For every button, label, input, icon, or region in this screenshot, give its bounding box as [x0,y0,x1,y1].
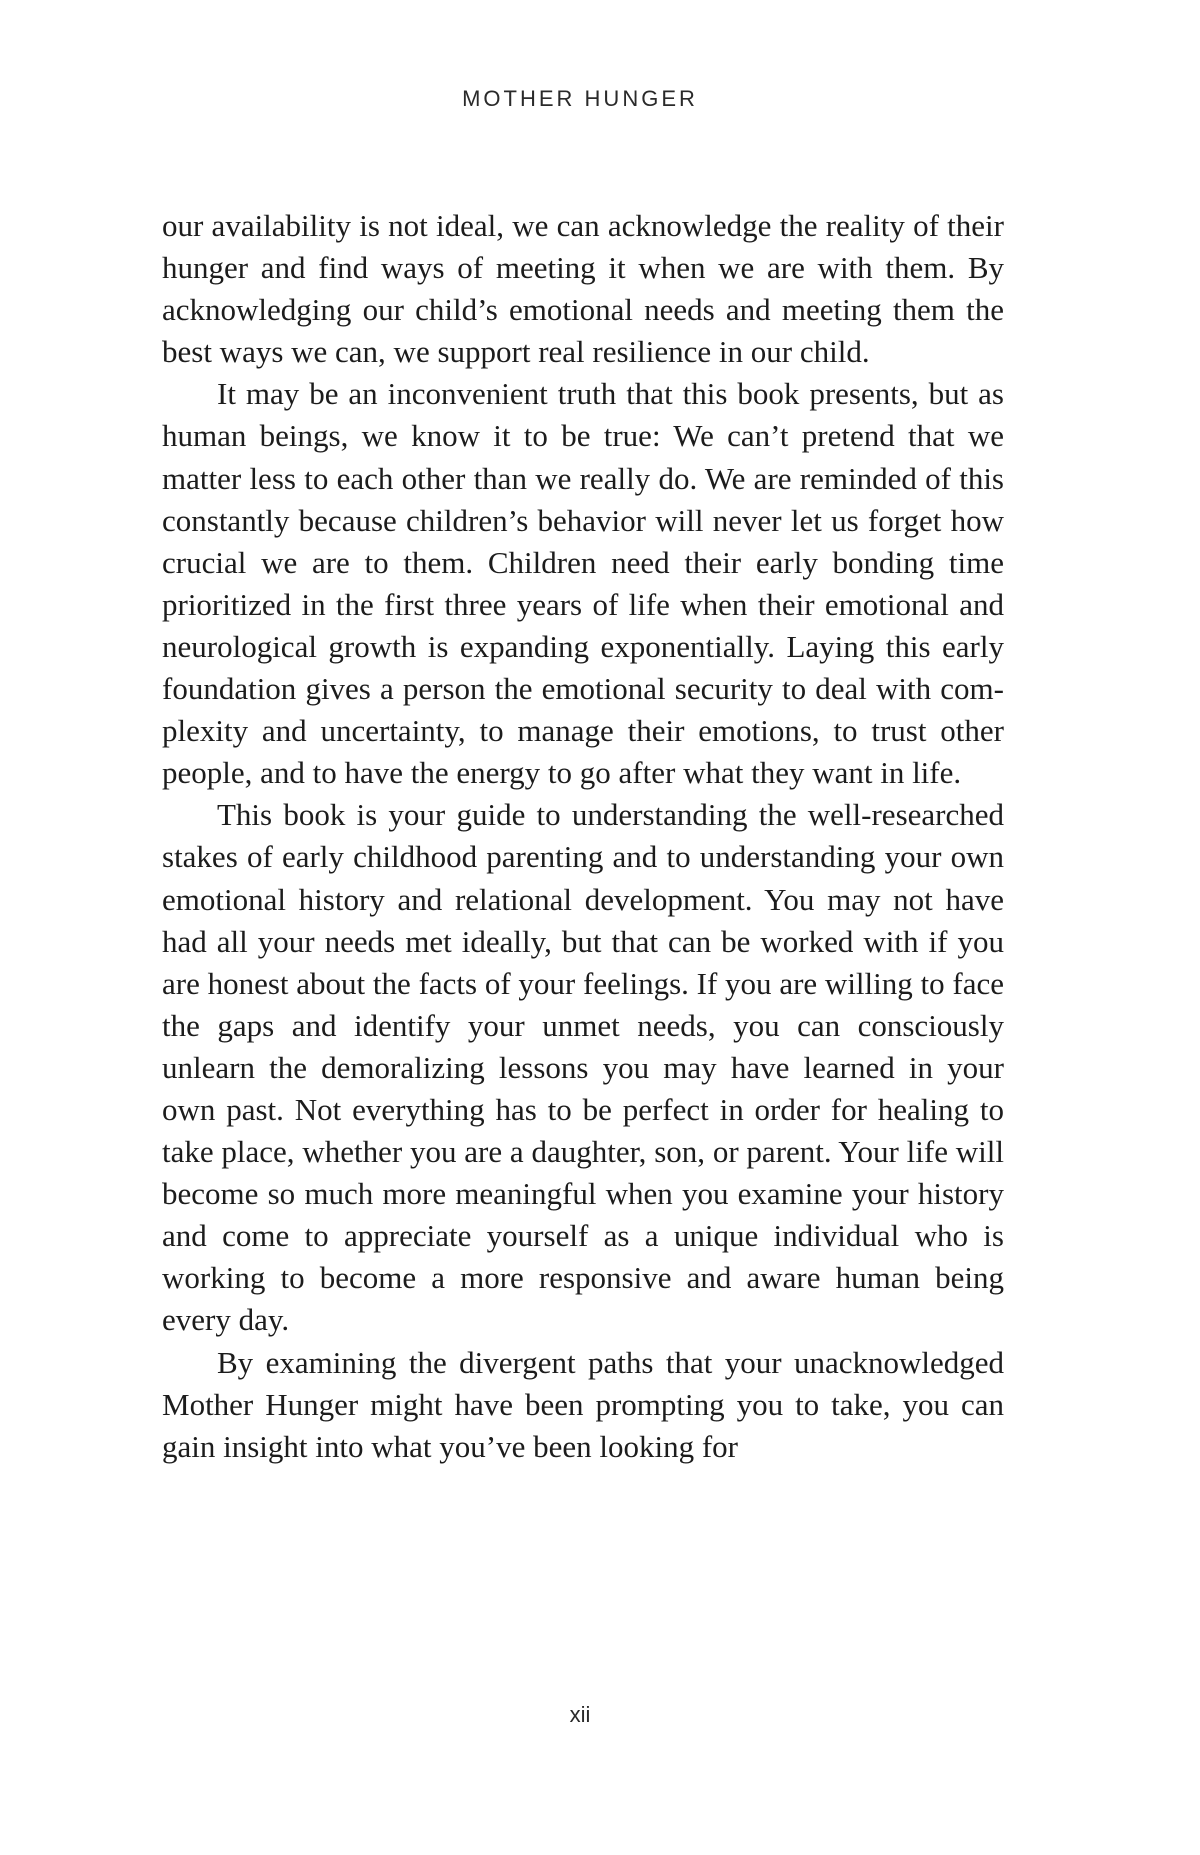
running-head: MOTHER HUNGER [462,86,698,111]
paragraph-continued: our availability is not ideal, we can acknowledge the reality of their hunger and find ways of meeting it when we are with them. By acknowledging our child’s emotional needs and meeting them the best ways we can, we support real resilience in our child. [162,208,1004,370]
body-text [162,205,1004,1468]
paragraph: By examining the divergent paths that your unacknowledged Mother Hunger might have been prompting you to take, you can gain insight into what you’ve been looking for [162,1344,1004,1464]
paragraph: It may be an inconvenient truth that this book presents, but as human beings, we know it to be true: We can’t pretend that we matter less to each other than we really do. We are reminded of this constantly because children’s behavior will never let us forget how crucial we are to them. Children need their early bonding time prioritized in the first three years of life when their emotional and neurological growth is expanding exponentially. Laying this early foundation gives a person the emotional security to deal with complexity and uncertainty, to manage their emotions, to trust other people, and to have the energy to go after what they want in life. [162,376,1004,791]
page-number: xii [569,1702,591,1727]
paragraph: This book is your guide to understanding the well-researched stakes of early childhood parenting and to understanding your own emotional history and relational development. You may not have had all your needs met ideally, but that can be worked with if you are honest about the facts of your feelings. If you are willing to face the gaps and identify your unmet needs, you can consciously unlearn the demoralizing lessons you may have learned in your own past. Not everything has to be perfect in order for healing to take place, whether you are a daughter, son, or parent. Your life will become so much more meaningful when you examine your history and come to appreciate yourself as a unique individual who is working to become a more responsive and aware human being every day. [162,797,1004,1338]
